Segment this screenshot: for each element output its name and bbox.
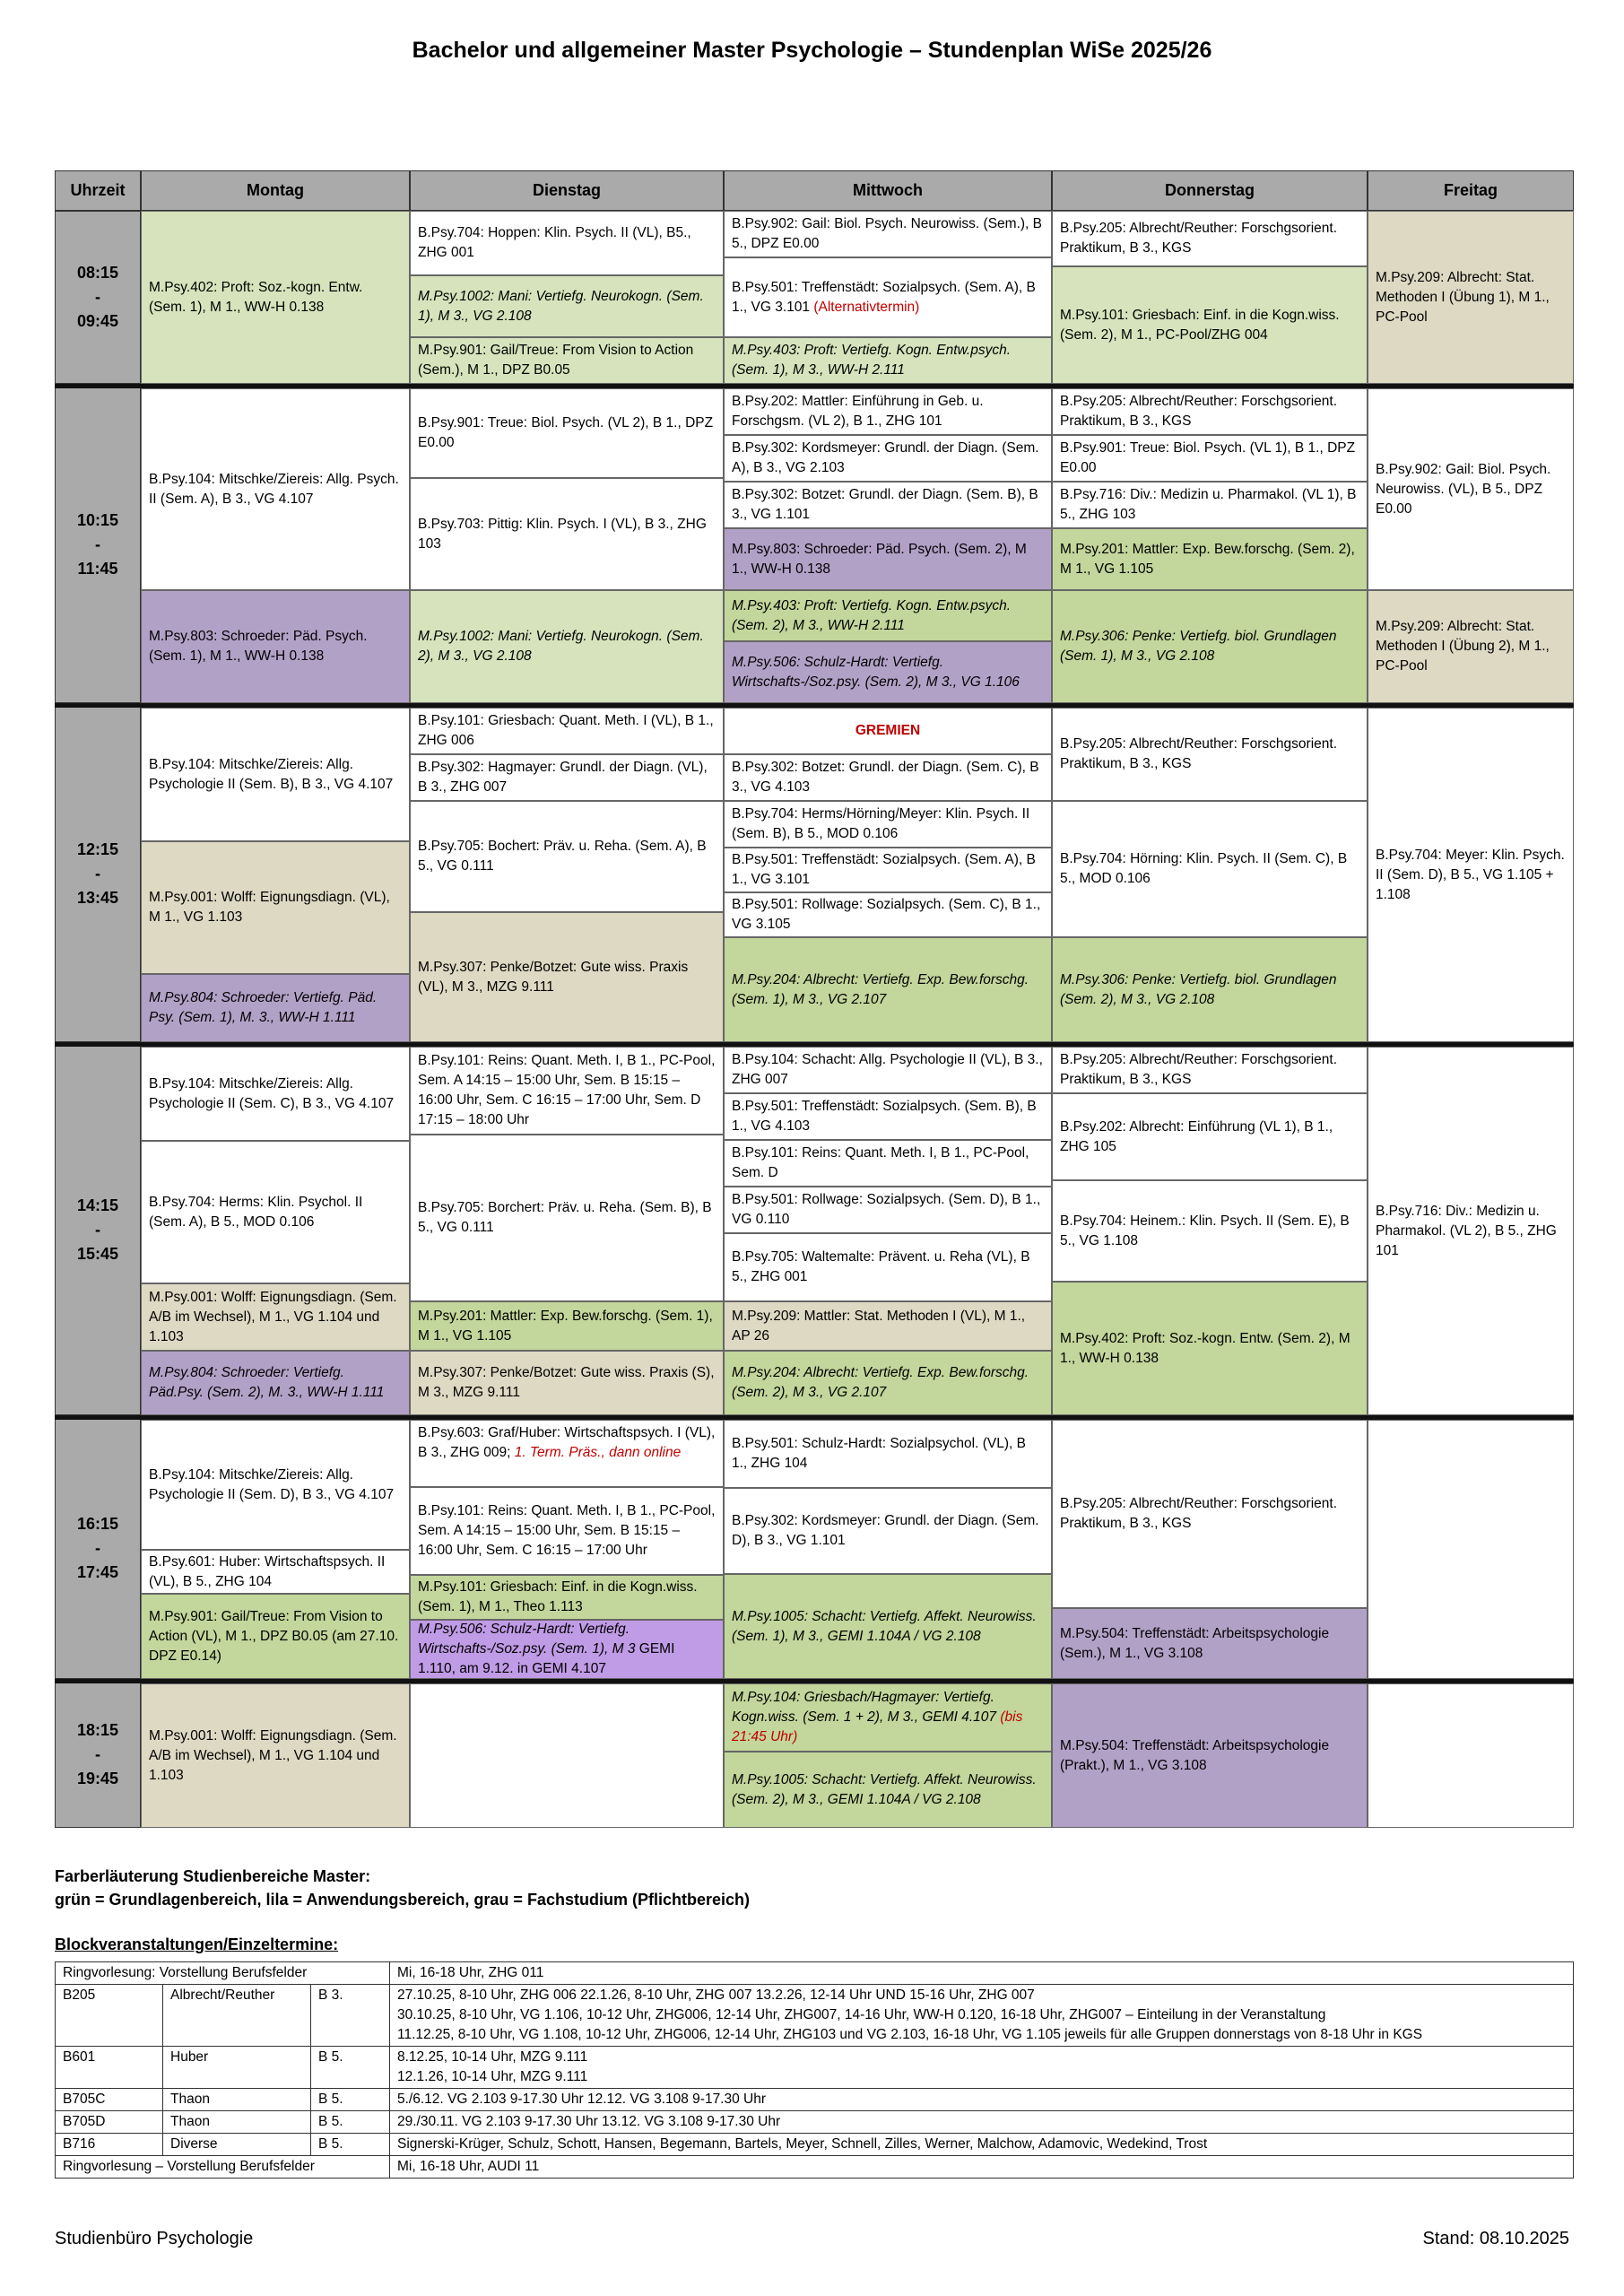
legend-heading: Farberläuterung Studienbereiche Master: xyxy=(55,1867,371,1885)
course-cell: B.Psy.705: Borchert: Präv. u. Reha. (Sem. B), B 5., VG 0.111 xyxy=(410,1135,724,1301)
table-cell: Albrecht/Reuther xyxy=(163,1985,311,2047)
course-cell: B.Psy.703: Pittig: Klin. Psych. I (VL), B 3., ZHG 103 xyxy=(410,478,724,590)
table-cell: Thaon xyxy=(163,2111,311,2134)
course-cell: B.Psy.501: Treffenstädt: Sozialpsych. (Sem. A), B 1., VG 3.101 xyxy=(724,848,1052,892)
course-cell: B.Psy.302: Kordsmeyer: Grundl. der Diagn. (Sem. D), B 3., VG 1.101 xyxy=(724,1488,1052,1574)
header-monday: Montag xyxy=(141,170,410,211)
footer-left: Studienbüro Psychologie xyxy=(55,2229,254,2248)
course-cell: B.Psy.104: Mitschke/Ziereis: Allg. Psychologie II (Sem. C), B 3., VG 4.107 xyxy=(141,1047,410,1141)
course-cell: M.Psy.804: Schroeder: Vertiefg. Päd. Psy. (Sem. 1), M. 3., WW-H 1.111 xyxy=(141,974,410,1042)
course-cell: M.Psy.506: Schulz-Hardt: Vertiefg. Wirtschafts-/Soz.psy. (Sem. 1), M 3 GEMI 1.110, am 9.12. in GEMI 4.107 xyxy=(410,1620,724,1679)
course-cell: M.Psy.201: Mattler: Exp. Bew.forschg. (Sem. 1), M 1., VG 1.105 xyxy=(410,1301,724,1351)
time-slot-1: 08:15 - 09:45 xyxy=(55,211,141,384)
timetable xyxy=(55,170,1574,1828)
table-row xyxy=(56,2047,1574,2089)
course-cell: B.Psy.101: Reins: Quant. Meth. I, B 1., PC-Pool, Sem. D xyxy=(724,1140,1052,1187)
course-cell: M.Psy.504: Treffenstädt: Arbeitspsychologie (Sem.), M 1., VG 3.108 xyxy=(1052,1608,1368,1679)
course-cell: B.Psy.205: Albrecht/Reuther: Forschgsorient. Praktikum, B 3., KGS xyxy=(1052,388,1368,435)
course-cell: M.Psy.307: Penke/Botzet: Gute wiss. Praxis (S), M 3., MZG 9.111 xyxy=(410,1351,724,1415)
course-cell: B.Psy.205: Albrecht/Reuther: Forschgsorient. Praktikum, B 3., KGS xyxy=(1052,1420,1368,1608)
course-cell: B.Psy.104: Schacht: Allg. Psychologie II (VL), B 3., ZHG 007 xyxy=(724,1047,1052,1093)
table-cell: 8.12.25, 10-14 Uhr, MZG 9.111 12.1.26, 10-14 Uhr, MZG 9.111 xyxy=(390,2047,1574,2089)
course-cell: M.Psy.506: Schulz-Hardt: Vertiefg. Wirtschafts-/Soz.psy. (Sem. 2), M 3., VG 1.106 xyxy=(724,641,1052,703)
course-cell: M.Psy.001: Wolff: Eignungsdiagn. (Sem. A/B im Wechsel), M 1., VG 1.104 und 1.103 xyxy=(141,1683,410,1828)
table-row xyxy=(56,2134,1574,2156)
course-cell: M.Psy.204: Albrecht: Vertiefg. Exp. Bew.forschg. (Sem. 2), M 3., VG 2.107 xyxy=(724,1351,1052,1415)
course-cell: M.Psy.101: Griesbach: Einf. in die Kogn.wiss. (Sem. 2), M 1., PC-Pool/ZHG 004 xyxy=(1052,266,1368,384)
header-time: Uhrzeit xyxy=(55,170,141,211)
course-cell: M.Psy.1005: Schacht: Vertiefg. Affekt. Neurowiss. (Sem. 2), M 3., GEMI 1.104A / VG 2.108 xyxy=(724,1752,1052,1828)
course-cell: B.Psy.101: Griesbach: Quant. Meth. I (VL), B 1., ZHG 006 xyxy=(410,708,724,754)
table-cell: B716 xyxy=(56,2134,163,2156)
course-cell: M.Psy.001: Wolff: Eignungsdiagn. (VL), M 1., VG 1.103 xyxy=(141,841,410,974)
course-cell: B.Psy.302: Hagmayer: Grundl. der Diagn. (VL), B 3., ZHG 007 xyxy=(410,754,724,801)
header-thursday: Donnerstag xyxy=(1052,170,1368,211)
time-slot-5: 16:15 - 17:45 xyxy=(55,1418,141,1679)
table-cell: Signerski-Krüger, Schulz, Schott, Hansen, Begemann, Bartels, Meyer, Schnell, Zilles, Werner, Malchow, Adamovic, Wedekind, Trost xyxy=(390,2134,1574,2156)
course-cell: M.Psy.204: Albrecht: Vertiefg. Exp. Bew.forschg. (Sem. 1), M 3., VG 2.107 xyxy=(724,937,1052,1042)
header-tuesday: Dienstag xyxy=(410,170,724,211)
course-cell: M.Psy.403: Proft: Vertiefg. Kogn. Entw.psych. (Sem. 2), M 3., WW-H 2.111 xyxy=(724,590,1052,641)
course-cell: B.Psy.202: Albrecht: Einführung (VL 1), B 1., ZHG 105 xyxy=(1052,1093,1368,1180)
course-cell: B.Psy.104: Mitschke/Ziereis: Allg. Psychologie II (Sem. B), B 3., VG 4.107 xyxy=(141,708,410,841)
table-cell: B 5. xyxy=(311,2111,390,2134)
course-cell: B.Psy.902: Gail: Biol. Psych. Neurowiss. (Sem.), B 5., DPZ E0.00 xyxy=(724,211,1052,257)
course-cell: B.Psy.501: Treffenstädt: Sozialpsych. (Sem. B), B 1., VG 4.103 xyxy=(724,1093,1052,1140)
course-cell: B.Psy.901: Treue: Biol. Psych. (VL 2), B 1., DPZ E0.00 xyxy=(410,388,724,478)
course-cell: GREMIEN xyxy=(724,708,1052,754)
course-cell: B.Psy.104: Mitschke/Ziereis: Allg. Psych. II (Sem. A), B 3., VG 4.107 xyxy=(141,388,410,590)
course-cell: M.Psy.306: Penke: Vertiefg. biol. Grundlagen (Sem. 1), M 3., VG 2.108 xyxy=(1052,590,1368,703)
course-cell: M.Psy.402: Proft: Soz.-kogn. Entw. (Sem. 2), M 1., WW-H 0.138 xyxy=(1052,1282,1368,1415)
table-cell: B601 xyxy=(56,2047,163,2089)
empty-cell xyxy=(1368,1420,1574,1679)
table-cell: B 5. xyxy=(311,2047,390,2089)
course-cell: B.Psy.704: Herms: Klin. Psychol. II (Sem. A), B 5., MOD 0.106 xyxy=(141,1141,410,1283)
course-cell: M.Psy.101: Griesbach: Einf. in die Kogn.wiss. (Sem. 1), M 1., Theo 1.113 xyxy=(410,1575,724,1620)
course-cell: M.Psy.403: Proft: Vertiefg. Kogn. Entw.psych. (Sem. 1), M 3., WW-H 2.111 xyxy=(724,337,1052,384)
course-cell: B.Psy.705: Bochert: Präv. u. Reha. (Sem. A), B 5., VG 0.111 xyxy=(410,801,724,912)
course-cell: B.Psy.704: Hoppen: Klin. Psych. II (VL), B5., ZHG 001 xyxy=(410,211,724,275)
course-cell: M.Psy.901: Gail/Treue: From Vision to Action (Sem.), M 1., DPZ B0.05 xyxy=(410,337,724,384)
table-cell: Huber xyxy=(163,2047,311,2089)
table-cell: B205 xyxy=(56,1985,163,2047)
course-cell: B.Psy.501: Schulz-Hardt: Sozialpsychol. (VL), B 1., ZHG 104 xyxy=(724,1420,1052,1488)
empty-cell xyxy=(410,1683,724,1828)
course-cell: M.Psy.307: Penke/Botzet: Gute wiss. Praxis (VL), M 3., MZG 9.111 xyxy=(410,912,724,1042)
table-cell: Ringvorlesung: Vorstellung Berufsfelder xyxy=(56,1962,390,1985)
course-cell: M.Psy.209: Albrecht: Stat. Methoden I (Übung 2), M 1., PC-Pool xyxy=(1368,590,1574,703)
course-cell: B.Psy.501: Rollwage: Sozialpsych. (Sem. C), B 1., VG 3.105 xyxy=(724,892,1052,937)
course-cell: B.Psy.501: Rollwage: Sozialpsych. (Sem. D), B 1., VG 0.110 xyxy=(724,1187,1052,1233)
table-row xyxy=(56,1985,1574,2047)
header-friday: Freitag xyxy=(1368,170,1574,211)
course-cell: M.Psy.201: Mattler: Exp. Bew.forschg. (Sem. 2), M 1., VG 1.105 xyxy=(1052,528,1368,590)
course-cell: B.Psy.716: Div.: Medizin u. Pharmakol. (VL 1), B 5., ZHG 103 xyxy=(1052,482,1368,528)
table-row xyxy=(56,2089,1574,2111)
table-cell: Thaon xyxy=(163,2089,311,2111)
table-row xyxy=(56,2111,1574,2134)
time-slot-6: 18:15 - 19:45 xyxy=(55,1682,141,1828)
page-title: Bachelor und allgemeiner Master Psychologie – Stundenplan WiSe 2025/26 xyxy=(412,38,1212,63)
table-cell: 5./6.12. VG 2.103 9-17.30 Uhr 12.12. VG 3.108 9-17.30 Uhr xyxy=(390,2089,1574,2111)
course-cell: B.Psy.205: Albrecht/Reuther: Forschgsorient. Praktikum, B 3., KGS xyxy=(1052,1047,1368,1093)
course-cell: B.Psy.202: Mattler: Einführung in Geb. u. Forschgsm. (VL 2), B 1., ZHG 101 xyxy=(724,388,1052,435)
table-cell: B705D xyxy=(56,2111,163,2134)
table-cell: Diverse xyxy=(163,2134,311,2156)
table-cell: Ringvorlesung – Vorstellung Berufsfelder xyxy=(56,2156,390,2179)
course-cell: M.Psy.209: Albrecht: Stat. Methoden I (Übung 1), M 1., PC-Pool xyxy=(1368,211,1574,384)
table-cell: 27.10.25, 8-10 Uhr, ZHG 006 22.1.26, 8-10 Uhr, ZHG 007 13.2.26, 12-14 Uhr UND 15-16 Uhr, ZHG 007 30.10.25, 8-10 Uhr, VG 1.106, 10-12 Uhr, ZHG006, 12-14 Uhr, ZHG007, 14-16 Uhr, WW-H 0.120, 16-18 Uhr, ZHG007 – Einteilung in der Veranstaltung 11.12.25, 8-10 Uhr, VG 1.108, 10-12 Uhr, ZHG006, 12-14 Uhr, ZHG103 und VG 2.103, 16-18 Uhr, VG 1.105 jeweils für alle Gruppen donnerstags von 8-18 Uhr in KGS xyxy=(390,1985,1574,2047)
legend-text: grün = Grundlagenbereich, lila = Anwendungsbereich, grau = Fachstudium (Pflichtbereich) xyxy=(55,1891,750,1909)
course-cell: B.Psy.302: Botzet: Grundl. der Diagn. (Sem. B), B 3., VG 1.101 xyxy=(724,482,1052,528)
table-cell: Mi, 16-18 Uhr, ZHG 011 xyxy=(390,1962,1574,1985)
table-cell: B 5. xyxy=(311,2134,390,2156)
course-cell: B.Psy.205: Albrecht/Reuther: Forschgsorient. Praktikum, B 3., KGS xyxy=(1052,211,1368,266)
time-slot-4: 14:15 - 15:45 xyxy=(55,1045,141,1415)
table-row xyxy=(56,2156,1574,2179)
course-cell: B.Psy.501: Treffenstädt: Sozialpsych. (Sem. A), B 1., VG 3.101 (Alternativtermin) xyxy=(724,257,1052,337)
course-cell: B.Psy.104: Mitschke/Ziereis: Allg. Psychologie II (Sem. D), B 3., VG 4.107 xyxy=(141,1420,410,1550)
time-slot-3: 12:15 - 13:45 xyxy=(55,706,141,1042)
course-cell: M.Psy.1005: Schacht: Vertiefg. Affekt. Neurowiss. (Sem. 1), M 3., GEMI 1.104A / VG 2.108 xyxy=(724,1574,1052,1679)
course-cell: M.Psy.504: Treffenstädt: Arbeitspsychologie (Prakt.), M 1., VG 3.108 xyxy=(1052,1683,1368,1828)
course-cell: M.Psy.804: Schroeder: Vertiefg. Päd.Psy. (Sem. 2), M. 3., WW-H 1.111 xyxy=(141,1351,410,1415)
course-cell: M.Psy.1002: Mani: Vertiefg. Neurokogn. (Sem. 2), M 3., VG 2.108 xyxy=(410,590,724,703)
course-cell: M.Psy.104: Griesbach/Hagmayer: Vertiefg. Kogn.wiss. (Sem. 1 + 2), M 3., GEMI 4.107 (bis 21:45 Uhr) xyxy=(724,1683,1052,1752)
course-cell: M.Psy.402: Proft: Soz.-kogn. Entw. (Sem. 1), M 1., WW-H 0.138 xyxy=(141,211,410,384)
course-cell: B.Psy.302: Kordsmeyer: Grundl. der Diagn. (Sem. A), B 3., VG 2.103 xyxy=(724,435,1052,482)
course-cell: B.Psy.101: Reins: Quant. Meth. I, B 1., PC-Pool, Sem. A 14:15 – 15:00 Uhr, Sem. B 15:15 – 16:00 Uhr, Sem. C 16:15 – 17:00 Uhr, Sem. D 17:15 – 18:00 Uhr xyxy=(410,1047,724,1135)
table-cell: B 3. xyxy=(311,1985,390,2047)
course-cell: B.Psy.716: Div.: Medizin u. Pharmakol. (VL 2), B 5., ZHG 101 xyxy=(1368,1047,1574,1415)
block-events-table xyxy=(55,1961,1574,2179)
course-cell: B.Psy.704: Heinem.: Klin. Psych. II (Sem. E), B 5., VG 1.108 xyxy=(1052,1180,1368,1282)
course-cell: M.Psy.001: Wolff: Eignungsdiagn. (Sem. A/B im Wechsel), M 1., VG 1.104 und 1.103 xyxy=(141,1283,410,1351)
block-events-heading: Blockveranstaltungen/Einzeltermine: xyxy=(55,1935,339,1953)
course-cell: B.Psy.704: Meyer: Klin. Psych. II (Sem. D), B 5., VG 1.105 + 1.108 xyxy=(1368,708,1574,1042)
table-row xyxy=(56,1962,1574,1985)
course-cell: B.Psy.101: Reins: Quant. Meth. I, B 1., PC-Pool, Sem. A 14:15 – 15:00 Uhr, Sem. B 15:15 – 16:00 Uhr, Sem. C 16:15 – 17:00 Uhr xyxy=(410,1487,724,1575)
course-cell: B.Psy.704: Hörning: Klin. Psych. II (Sem. C), B 5., MOD 0.106 xyxy=(1052,801,1368,937)
course-cell: M.Psy.901: Gail/Treue: From Vision to Action (VL), M 1., DPZ B0.05 (am 27.10. DPZ E0.14) xyxy=(141,1594,410,1679)
course-cell: B.Psy.302: Botzet: Grundl. der Diagn. (Sem. C), B 3., VG 4.103 xyxy=(724,754,1052,801)
course-cell: M.Psy.803: Schroeder: Päd. Psych. (Sem. 1), M 1., WW-H 0.138 xyxy=(141,590,410,703)
time-slot-2: 10:15 - 11:45 xyxy=(55,387,141,703)
table-cell: B705C xyxy=(56,2089,163,2111)
course-cell: B.Psy.603: Graf/Huber: Wirtschaftspsych. I (VL), B 3., ZHG 009; 1. Term. Präs., dann online xyxy=(410,1420,724,1487)
course-cell: B.Psy.704: Herms/Hörning/Meyer: Klin. Psych. II (Sem. B), B 5., MOD 0.106 xyxy=(724,801,1052,848)
table-cell: 29./30.11. VG 2.103 9-17.30 Uhr 13.12. VG 3.108 9-17.30 Uhr xyxy=(390,2111,1574,2134)
footer-right: Stand: 08.10.2025 xyxy=(1422,2229,1569,2248)
course-cell: B.Psy.901: Treue: Biol. Psych. (VL 1), B 1., DPZ E0.00 xyxy=(1052,435,1368,482)
course-cell: B.Psy.705: Waltemalte: Prävent. u. Reha (VL), B 5., ZHG 001 xyxy=(724,1233,1052,1301)
course-cell: B.Psy.205: Albrecht/Reuther: Forschgsorient. Praktikum, B 3., KGS xyxy=(1052,708,1368,801)
header-wednesday: Mittwoch xyxy=(724,170,1052,211)
table-cell: Mi, 16-18 Uhr, AUDI 11 xyxy=(390,2156,1574,2179)
course-cell: M.Psy.306: Penke: Vertiefg. biol. Grundlagen (Sem. 2), M 3., VG 2.108 xyxy=(1052,937,1368,1042)
table-cell: B 5. xyxy=(311,2089,390,2111)
course-cell: M.Psy.803: Schroeder: Päd. Psych. (Sem. 2), M 1., WW-H 0.138 xyxy=(724,528,1052,590)
course-cell: M.Psy.1002: Mani: Vertiefg. Neurokogn. (Sem. 1), M 3., VG 2.108 xyxy=(410,275,724,337)
course-cell: B.Psy.601: Huber: Wirtschaftspsych. II (VL), B 5., ZHG 104 xyxy=(141,1550,410,1594)
course-cell: B.Psy.902: Gail: Biol. Psych. Neurowiss. (VL), B 5., DPZ E0.00 xyxy=(1368,388,1574,590)
course-cell: M.Psy.209: Mattler: Stat. Methoden I (VL), M 1., AP 26 xyxy=(724,1301,1052,1351)
empty-cell xyxy=(1368,1683,1574,1828)
